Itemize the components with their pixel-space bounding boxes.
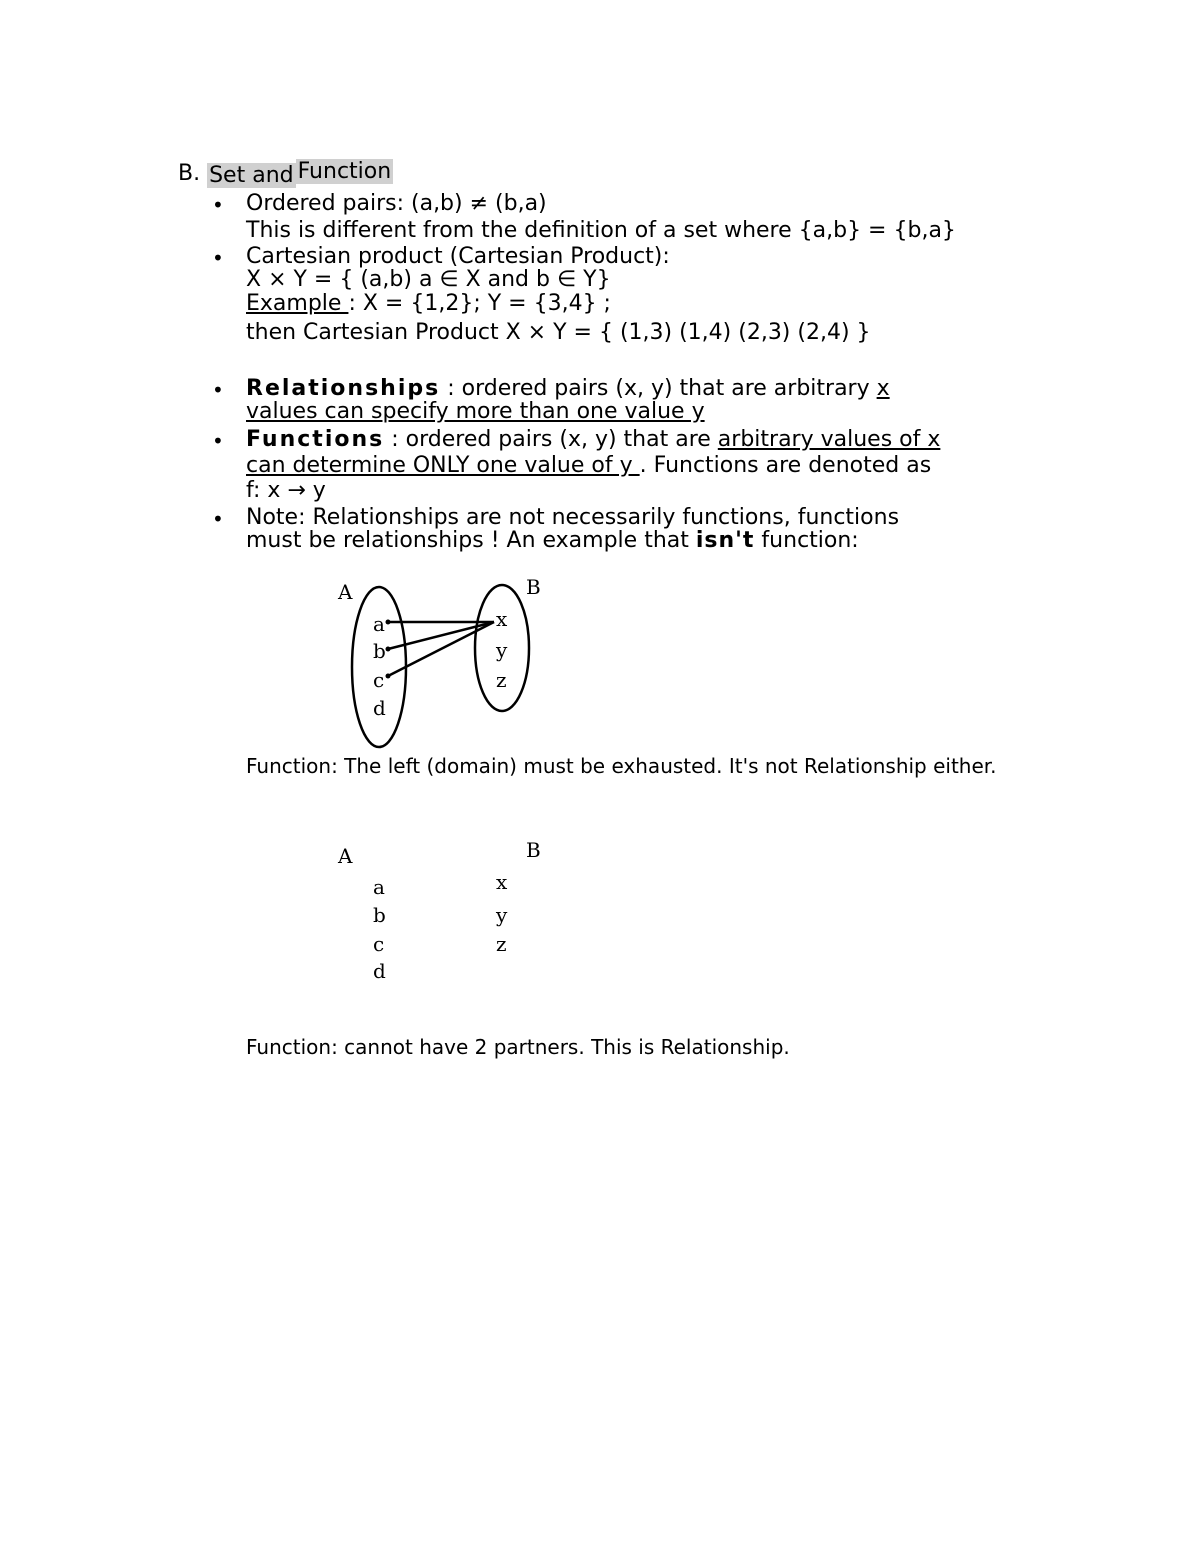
diagram1-b-element: z xyxy=(496,668,507,692)
functions-term: Functions xyxy=(246,427,385,452)
diagram1-b-element: x xyxy=(496,607,508,631)
cartesian-line4: then Cartesian Product X × Y = { (1,3) (1,4) (2,3) (2,4) } xyxy=(246,320,871,345)
mapping-dot-b xyxy=(386,647,391,652)
bullet-icon: • xyxy=(212,193,224,217)
diagram2-a-element: c xyxy=(373,932,385,956)
bullet-icon: • xyxy=(212,378,224,402)
ordered-pairs-line1: Ordered pairs: (a,b) ≠ (b,a) xyxy=(246,191,547,216)
relationships-underline2: values can specify more than one value y xyxy=(246,399,705,424)
functions-text: : ordered pairs (x, y) that are xyxy=(384,427,718,452)
note-line2c: function: xyxy=(754,528,859,553)
section-title-part1: Set and xyxy=(209,163,294,188)
note-line2a: must be relationships ! An example that xyxy=(246,528,696,553)
note-line1: Note: Relationships are not necessarily functions, functions xyxy=(246,505,900,530)
functions-text2: . Functions are denoted as xyxy=(639,453,932,478)
relationships-term: Relationships xyxy=(246,376,441,401)
set-a-ellipse xyxy=(352,587,406,747)
diagram2-set-b-label: B xyxy=(526,838,541,862)
diagram2-b-element: x xyxy=(496,870,508,894)
diagram2-a-element: b xyxy=(373,903,386,927)
functions-underline1: arbitrary values of x xyxy=(717,427,941,452)
diagram1-a-element: d xyxy=(373,696,386,720)
diagram2-a-element: a xyxy=(373,875,385,899)
diagram1-a-element: a xyxy=(373,612,385,636)
note-line2b: isn't xyxy=(695,528,755,553)
relationships-text: : ordered pairs (x, y) that are arbitrary xyxy=(440,376,877,401)
diagram2-caption: Function: cannot have 2 partners. This is Relationship. xyxy=(246,1035,790,1059)
diagram2-b-element: z xyxy=(496,932,507,956)
diagram1-set-a-label: A xyxy=(338,580,353,604)
diagram2-b-element: y xyxy=(496,903,508,927)
bullet-icon: • xyxy=(212,246,224,270)
diagram1-b-element: y xyxy=(496,638,508,662)
diagram1-caption: Function: The left (domain) must be exhausted. It's not Relationship either. xyxy=(246,754,997,778)
example-label: Example xyxy=(246,291,349,316)
diagram1-set-b-label: B xyxy=(526,575,541,599)
section-prefix: B. xyxy=(178,161,201,186)
cartesian-line1: Cartesian product (Cartesian Product): xyxy=(246,244,670,269)
bullet-icon: • xyxy=(212,429,224,453)
diagram1-a-element: c xyxy=(373,668,385,692)
diagram1-a-element: b xyxy=(373,639,386,663)
diagram2-set-a-label: A xyxy=(338,844,353,868)
relationships-underline1: x xyxy=(876,376,890,401)
example-rest: : X = {1,2}; Y = {3,4} ; xyxy=(348,291,611,316)
cartesian-line2: X × Y = { (a,b) a ∈ X and b ∈ Y} xyxy=(246,267,611,292)
section-title-part2: Function xyxy=(297,159,392,184)
bullet-icon: • xyxy=(212,507,224,531)
mapping-dot-a xyxy=(386,620,391,625)
ordered-pairs-line2: This is different from the definition of a set where {a,b} = {b,a} xyxy=(246,218,956,243)
functions-underline2: can determine ONLY one value of y xyxy=(246,453,640,478)
mapping-dot-c xyxy=(386,674,391,679)
diagram2-a-element: d xyxy=(373,959,386,983)
functions-line3: f: x → y xyxy=(246,478,326,503)
